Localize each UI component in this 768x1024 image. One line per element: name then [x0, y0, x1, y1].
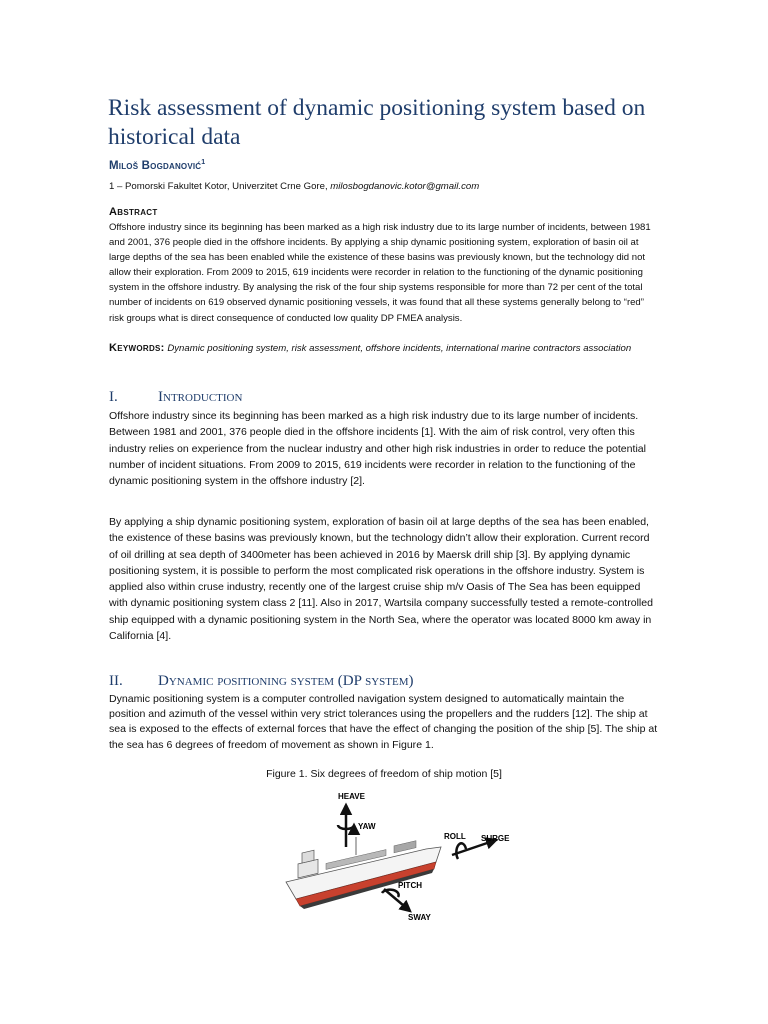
sway-label: SWAY [408, 913, 431, 922]
heave-label: HEAVE [338, 792, 365, 801]
paragraph: By applying a ship dynamic positioning system, exploration of basin oil at large depths of the sea has been enabled, the existence of these basins was previously known, but the technology didn’t allow their exploration. Current record of oil drilling at sea depth of 3400meter has been achieved in 2016 by Maersk drill ship [3]. By applying dynamic positioning system, it is possible to perform the most complicated risk operations in the offshore industry. System is applied also within cruse industry, recently one of the largest cruise ship m/v Oasis of The Sea has been equipped with dynamic positioning system class 2 [11]. Also in 2017, Wartsila company successfully tested a remote-controlled ship equipped with a dynamic positioning system in the North Sea, where the operator was located 8000 km away in California [4]. [109, 516, 653, 643]
section-number: II. [109, 673, 123, 689]
ship-illustration [286, 837, 441, 909]
affiliation [109, 181, 479, 192]
section-heading-dp-system [109, 673, 414, 690]
yaw-label: YAW [358, 822, 376, 831]
author-name: Miloš Bogdanović [109, 159, 202, 172]
author-line [109, 159, 205, 172]
section-heading-introduction [109, 389, 242, 406]
author-affiliation-mark: 1 [201, 159, 206, 166]
author-email: milosbogdanovic.kotor@gmail.com [330, 181, 480, 192]
paper-title: Risk assessment of dynamic positioning system based on historical data [108, 95, 646, 150]
roll-label: ROLL [444, 832, 466, 841]
affiliation-text: 1 – Pomorski Fakultet Kotor, Univerzitet Crne Gore, [109, 181, 331, 192]
pitch-label: PITCH [398, 881, 422, 890]
section-number: I. [109, 389, 118, 405]
surge-label: SURGE [481, 834, 510, 843]
paragraph: Offshore industry since its beginning has been marked as a high risk industry due to its large number of incidents. Between 1981 and 2001, 376 people died in the offshore incidents [1]. With the aim of risk control, very often this industry relies on experience from the nuclear industry and other high risk industries in order to reduce the potential number of incident situations. From 2009 to 2015, 619 incidents were recorder in relation to the functioning of the dynamic positioning system in the offshore industry [2]. [109, 410, 647, 488]
paragraph: Dynamic positioning system is a computer controlled navigation system designed to automatically maintain the position and azimuth of the vessel within very strict tolerances using the propellers and the rudders [12]. The ship at sea is exposed to the effects of external forces that have the effect of changing the position of the ship [5]. The ship at the sea has 6 degrees of freedom of movement as shown in Figure 1. [109, 693, 658, 751]
keywords-text: Dynamic positioning system, risk assessment, offshore incidents, international marine contractors association [164, 343, 632, 354]
keywords [109, 341, 669, 356]
figure-caption: Figure 1. Six degrees of freedom of ship motion [5] [266, 768, 502, 780]
keywords-label: Keywords: [109, 342, 165, 354]
abstract-heading: Abstract [109, 206, 158, 218]
section-title: Dynamic positioning system (DP system) [158, 673, 414, 689]
section-title: Introduction [158, 389, 243, 405]
ship-motion-figure [276, 787, 526, 922]
abstract-text: Offshore industry since its beginning has been marked as a high risk industry due to its large number of incidents, between 1981 and 2001, 376 people died in the offshore incidents. By applying a ship dynamic positioning system, exploration of basin oil at large depths of the sea has been enabled while the existence of these basins was previously known, but the technology did not allow their exploration. From 2009 to 2015, 619 incidents were recorder in relation to the functioning of the dynamic positioning system in the offshore industry. By analysing the risk of the four ship systems responsible for more than 72 per cent of the total number of incidents on 619 observed dynamic positioning vessels, it was found that all these systems generally belong to “red” risk groups what is direct consequence of conducted low quality DP FMEA analysis. [109, 222, 651, 324]
